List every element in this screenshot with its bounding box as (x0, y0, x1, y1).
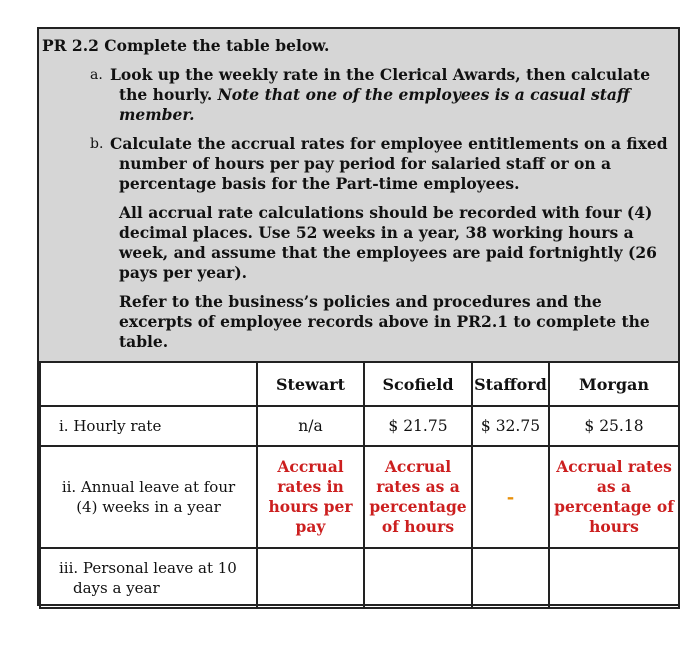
row-label-personal-leave-line1: iii. Personal leave at 10 (59, 559, 237, 577)
para1-line1: All accrual rate calculations should be recorded with four (4) (119, 203, 653, 222)
item-a-marker: a. (90, 67, 103, 83)
cell-text-line: of hours (381, 517, 455, 536)
para2-line2: excerpts of employee records above in PR2.1 to complete the (119, 312, 650, 331)
cell-morgan-hourly[interactable]: $ 25.18 (549, 406, 679, 446)
header-empty (40, 362, 257, 406)
exercise-title: PR 2.2 Complete the table below. (42, 36, 330, 55)
para1-line3: week, and assume that the employees are paid fortnightly (26 (119, 243, 657, 262)
item-a-line2-italic: Note that one of the employees is a casual staff (217, 85, 630, 104)
item-b-line1: Calculate the accrual rates for employee entitlements on a fixed (110, 134, 668, 153)
cell-scofield-personal[interactable] (364, 548, 472, 608)
row-label-personal-leave-line2: days a year (73, 579, 160, 597)
header-scofield: Scofield (364, 362, 472, 406)
item-b-line2: number of hours per pay period for salaried staff or on a (119, 154, 612, 173)
cell-text-line: as a (596, 477, 632, 496)
cell-text-line: percentage (369, 497, 467, 516)
item-a-line1: Look up the weekly rate in the Clerical Awards, then calculate (110, 65, 651, 84)
cell-stafford-personal[interactable] (472, 548, 549, 608)
cell-scofield-hourly[interactable]: $ 21.75 (364, 406, 472, 446)
cell-text-line: rates in (277, 477, 344, 496)
row-label-hourly-rate: i. Hourly rate (40, 406, 257, 446)
row-label-personal-leave (40, 548, 257, 608)
para1-line4: pays per year). (119, 263, 248, 282)
header-stewart: Stewart (257, 362, 364, 406)
cell-stewart-annual[interactable] (257, 446, 364, 548)
cell-text-line: hours (589, 517, 639, 536)
cell-text-line: Accrual (277, 457, 344, 476)
cell-morgan-annual[interactable] (549, 446, 679, 548)
cell-text-line: hours per (268, 497, 353, 516)
para2-line1: Refer to the business’s policies and procedures and the (119, 292, 602, 311)
table-row (40, 548, 679, 608)
cell-stafford-annual[interactable] (472, 446, 549, 548)
item-b-line3: percentage basis for the Part-time employees. (119, 174, 520, 193)
item-a-line2-plain: the hourly. (119, 85, 218, 104)
item-a-line3: member. (119, 105, 195, 124)
accrual-table (39, 361, 680, 609)
para2-line3: table. (119, 332, 169, 351)
cell-text-line: - (506, 486, 515, 508)
cell-text-line: Accrual (384, 457, 452, 476)
cell-scofield-annual[interactable] (364, 446, 472, 548)
table-row (40, 406, 679, 446)
cell-text-line: rates as a (376, 477, 460, 496)
row-label-annual-leave (40, 446, 257, 548)
table-header-row (40, 362, 679, 406)
cell-morgan-personal[interactable] (549, 548, 679, 608)
header-stafford: Stafford (472, 362, 549, 406)
item-b-marker: b. (90, 136, 104, 152)
table-row (40, 446, 679, 548)
exercise-box (37, 27, 680, 606)
para1-line2: decimal places. Use 52 weeks in a year, 38 working hours a (119, 223, 634, 242)
cell-stafford-hourly[interactable]: $ 32.75 (472, 406, 549, 446)
item-a-line2 (119, 85, 630, 106)
cell-text-line: pay (295, 517, 326, 536)
instructions-panel (39, 29, 678, 363)
header-morgan: Morgan (549, 362, 679, 406)
cell-text-line: percentage of (554, 497, 674, 516)
cell-stewart-personal[interactable] (257, 548, 364, 608)
row-label-annual-leave-line1: ii. Annual leave at four (61, 478, 236, 496)
cell-text-line: Accrual rates (556, 457, 672, 476)
row-label-annual-leave-line2: (4) weeks in a year (76, 498, 221, 516)
cell-stewart-hourly[interactable]: n/a (257, 406, 364, 446)
